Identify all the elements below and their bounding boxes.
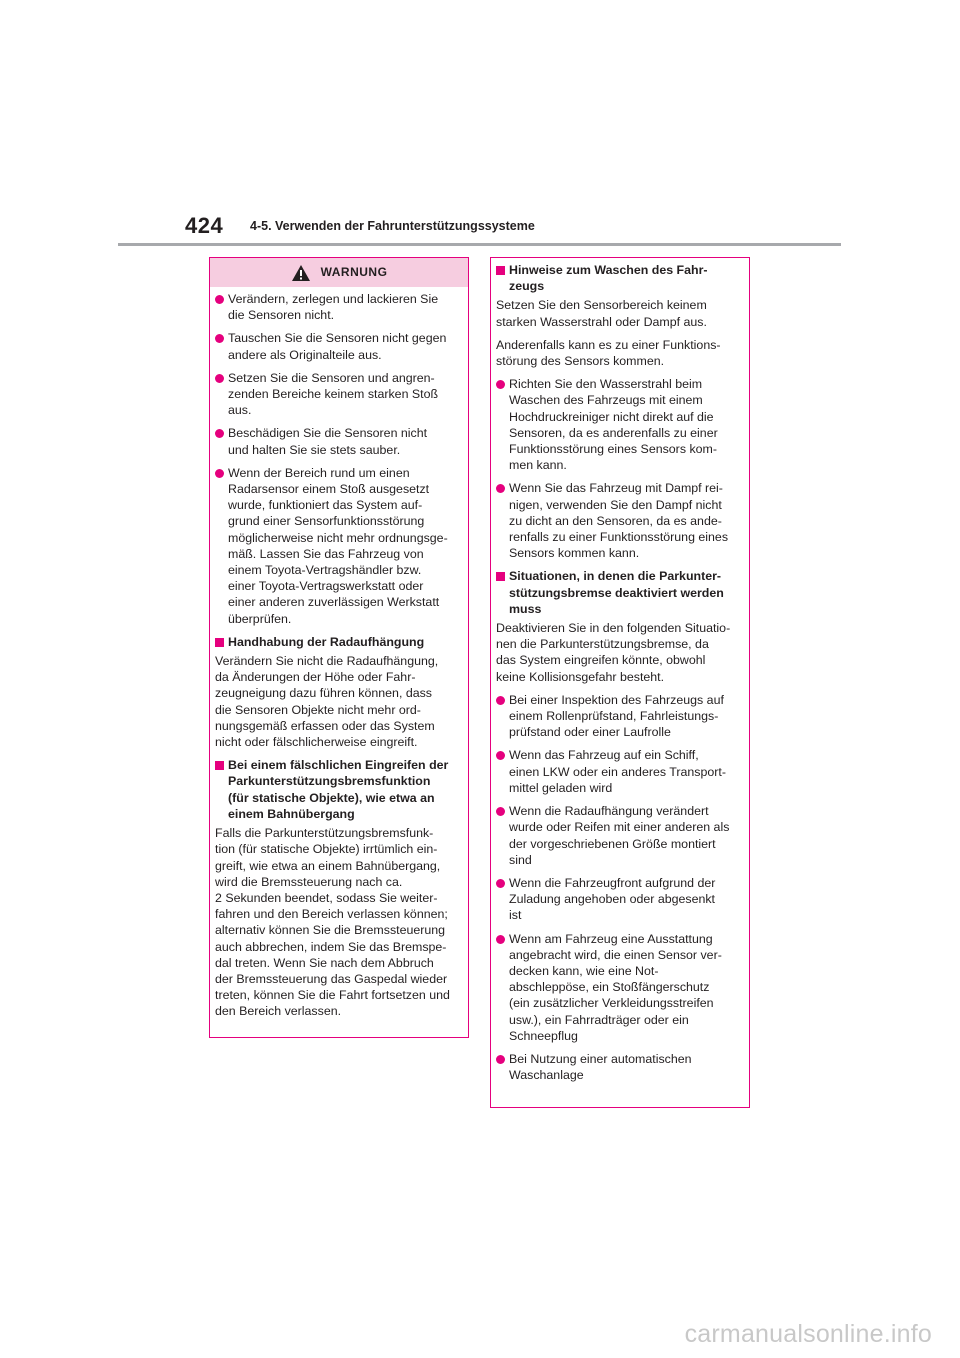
section-heading-text: Hinweise zum Waschen des Fahr- zeugs (509, 263, 708, 294)
bullet-icon (215, 295, 224, 304)
warning-item (215, 425, 459, 457)
list-item (496, 931, 740, 1044)
notes-box (490, 257, 750, 1108)
section-heading-false-activation (215, 757, 459, 822)
section-heading-suspension (215, 634, 459, 650)
list-item (496, 875, 740, 924)
list-item-text: Wenn das Fahrzeug auf ein Schiff, einen LKW oder ein anderes Transport- mittel geladen wird (509, 748, 726, 795)
list-item (496, 747, 740, 796)
paragraph: Anderenfalls kann es zu einer Funktions- störung des Sensors kommen. (496, 337, 721, 369)
section-body-suspension: Verändern Sie nicht die Radaufhängung, da Änderungen der Höhe oder Fahr- zeugneigung dazu führen können, dass die Sensoren Objekte nicht mehr ord- nungsgemäß erfassen oder das System nicht oder fälschlicherweise eingreift. (215, 654, 439, 750)
bullet-icon (215, 374, 224, 383)
paragraph: Deaktivieren Sie in den folgenden Situatio- nen die Parkunterstützungsbremse, da das System eingreifen könnte, obwohl keine Kollisionsgefahr besteht. (496, 621, 731, 684)
bullet-icon (496, 484, 505, 493)
list-item-text: Wenn Sie das Fahrzeug mit Dampf rei- nigen, verwenden Sie den Dampf nicht zu dicht an den Sensoren, da es ande- renfalls zu einer Funktionsstörung eines Sensors kommen kann. (509, 481, 729, 561)
bullet-icon (496, 380, 505, 389)
list-item-text: Bei Nutzung einer automatischen Waschanlage (509, 1051, 692, 1083)
bullet-icon (496, 879, 505, 888)
warning-item-text: Verändern, zerlegen und lackieren Sie die Sensoren nicht. (228, 292, 439, 323)
header-divider (118, 243, 841, 246)
list-item-text: Bei einer Inspektion des Fahrzeugs auf einem Rollenprüfstand, Fahrleistungs- prüfstand oder einer Laufrolle (509, 692, 724, 740)
bullet-icon (496, 696, 505, 705)
bullet-icon (215, 334, 224, 343)
warning-triangle-icon (291, 264, 311, 282)
list-item (496, 376, 740, 473)
bullet-icon (215, 429, 224, 438)
section-heading-washing (496, 262, 740, 294)
list-item (496, 1051, 740, 1083)
watermark: carmanualsonline.info (684, 1320, 932, 1348)
list-item-text: Wenn am Fahrzeug eine Ausstattung angebracht wird, die einen Sensor ver- decken kann, wie eine Not- abschleppöse, ein Stoßfängerschutz (ein zusätzlicher Verkleidungsstreifen usw.), ein Fahrradträger oder ein Schneepflug (509, 931, 722, 1043)
list-item-text: Wenn die Fahrzeugfront aufgrund der Zuladung angehoben oder abgesenkt ist (509, 875, 716, 923)
section-body-false-activation: Falls die Parkunterstützungsbremsfunk- tion (für statische Objekte) irrtümlich ein- greift, wie etwa an einem Bahnübergang, wird die Bremssteuerung nach ca. 2 Sekunden beendet, sodass Sie weiter- fahren und den Bereich verlassen können; alternativ können Sie die Bremssteuerung auch abbrechen, indem Sie das Bremspe- dal treten. Wenn Sie nach dem Abbruch der Bremssteuerung das Gaspedal wieder treten, können Sie die Fahrt fortsetzen und den Bereich verlassen. (215, 826, 450, 1019)
warning-item (215, 465, 459, 627)
square-bullet-icon (496, 572, 505, 581)
list-item (496, 692, 740, 741)
list-item (496, 803, 740, 868)
warning-item-text: Wenn der Bereich rund um einen Radarsensor einem Stoß ausgesetzt wurde, funktioniert das System auf- grund einer Sensorfunktionsstörung möglicherweise nicht mehr ordnungsge- mäß. Lassen Sie das Fahrzeug von einem Toyota-Vertragshändler bzw. einer Toyota-Vertragswerkstatt oder einer anderen zuverlässigen Werkstatt überprüfen. (228, 465, 448, 626)
bullet-icon (496, 807, 505, 816)
bullet-icon (496, 1055, 505, 1064)
section-heading-text: Situationen, in denen die Parkunter- stützungsbremse deaktiviert werden muss (509, 569, 724, 616)
paragraph: Setzen Sie den Sensorbereich keinem starken Wasserstrahl oder Dampf aus. (496, 298, 707, 329)
page-number: 424 (185, 213, 224, 238)
warning-header (210, 258, 468, 287)
warning-item (215, 330, 459, 362)
warning-item-text: Setzen Sie die Sensoren und angren- zenden Bereiche keinem starken Stoß aus. (228, 370, 439, 418)
warning-box (209, 257, 469, 1038)
square-bullet-icon (496, 266, 505, 275)
warning-item-text: Tauschen Sie die Sensoren nicht gegen andere als Originalteile aus. (228, 331, 447, 362)
list-item-text: Wenn die Radaufhängung verändert wurde oder Reifen mit einer anderen als der vorgeschriebenen Größe montiert sind (509, 804, 730, 867)
section-heading-text: Bei einem fälschlichen Eingreifen der Parkunterstützungsbremsfunktion (für statische Objekte), wie etwa an einem Bahnübergang (228, 758, 449, 821)
list-item-text: Richten Sie den Wasserstrahl beim Waschen des Fahrzeugs mit einem Hochdruckreiniger nicht direkt auf die Sensoren, da es anderenfalls zu einer Funktionsstörung eines Sensors kom- men kann. (509, 377, 718, 473)
warning-item (215, 370, 459, 419)
section-heading-deactivate (496, 568, 740, 617)
bullet-icon (496, 751, 505, 760)
square-bullet-icon (215, 638, 224, 647)
bullet-icon (496, 935, 505, 944)
warning-title: WARNUNG (320, 265, 388, 280)
bullet-icon (215, 469, 224, 478)
list-item (496, 480, 740, 561)
section-heading-text: Handhabung der Radaufhängung (228, 634, 425, 649)
warning-item-text: Beschädigen Sie die Sensoren nicht und halten Sie sie stets sauber. (228, 426, 428, 457)
section-title: 4-5. Verwenden der Fahrunterstützungssysteme (250, 219, 535, 233)
square-bullet-icon (215, 761, 224, 770)
warning-item (215, 291, 459, 323)
